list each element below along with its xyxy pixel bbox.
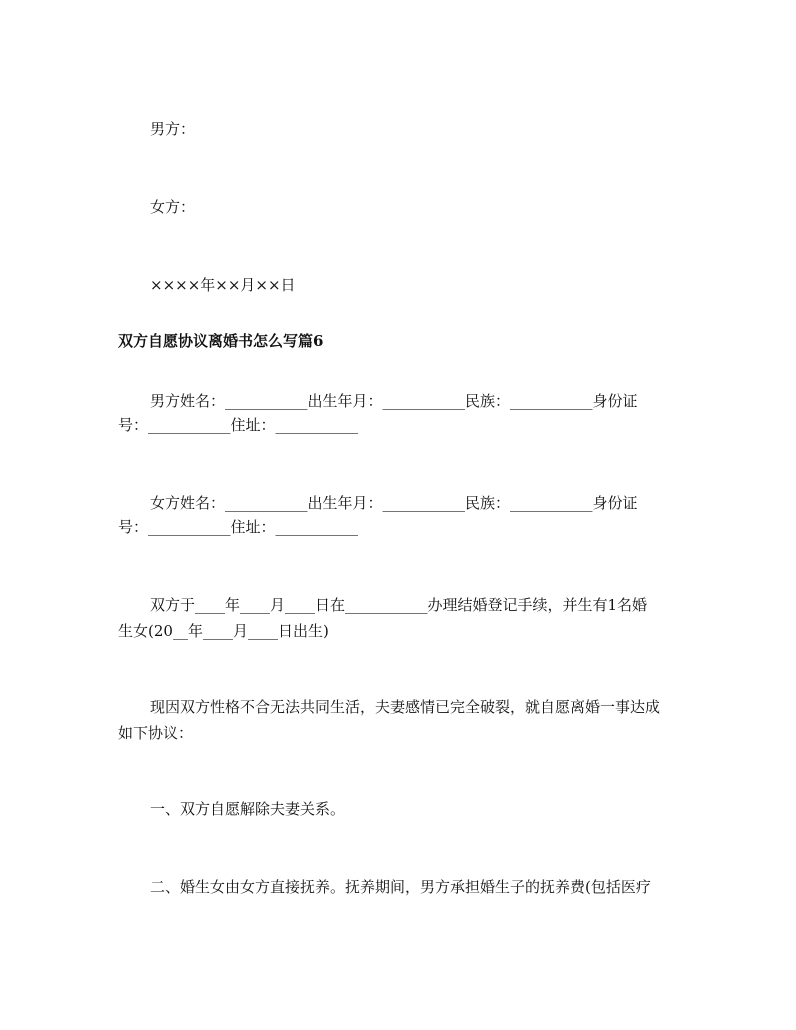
clause-1: 一、双方自愿解除夫妻关系。 [150, 800, 346, 818]
reason-paragraph-line-1: 现因双方性格不合无法共同生活，夫妻感情已完全破裂，就自愿离婚一事达成 [150, 698, 661, 716]
date-line: ××××年××月××日 [150, 276, 296, 294]
marriage-info-line-2: 生女(20__年____月____日出生) [118, 622, 329, 640]
male-info-line-2: 号：___________住址：___________ [118, 416, 359, 434]
male-info-line-1: 男方姓名：___________出生年月：___________民族：___________身份证 [150, 392, 638, 410]
female-signature-line: 女方： [150, 198, 196, 216]
section-heading: 双方自愿协议离婚书怎么写篇6 [118, 332, 324, 350]
reason-paragraph-line-2: 如下协议： [118, 724, 194, 742]
marriage-info-line-1: 双方于____年____月____日在___________办理结婚登记手续，并生有1名婚 [150, 596, 648, 614]
female-info-line-2: 号：___________住址：___________ [118, 518, 359, 536]
male-signature-line: 男方： [150, 120, 196, 138]
female-info-line-1: 女方姓名：___________出生年月：___________民族：___________身份证 [150, 494, 638, 512]
clause-2: 二、婚生女由女方直接抚养。抚养期间，男方承担婚生子的抚养费(包括医疗 [150, 878, 651, 896]
